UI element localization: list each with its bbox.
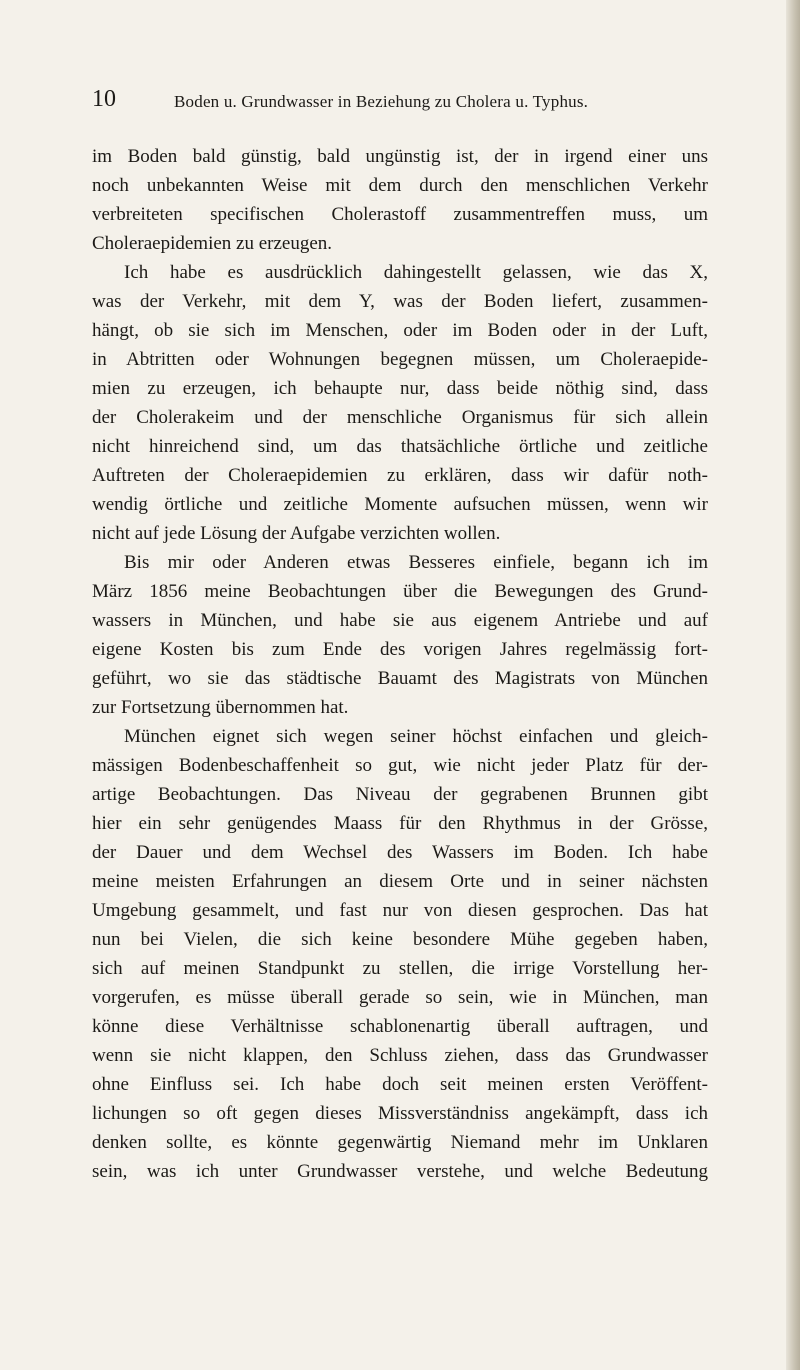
text-line: nicht hinreichend sind, um das thatsächliche örtliche und zeitliche bbox=[92, 436, 708, 457]
text-line: nicht auf jede Lösung der Aufgabe verzichten wollen. bbox=[92, 523, 501, 544]
text-line: könne diese Verhältnisse schablonenartig überall auftragen, und bbox=[92, 1016, 708, 1037]
text-line: März 1856 meine Beobachtungen über die Bewegungen des Grund- bbox=[92, 581, 708, 602]
text-line: artige Beobachtungen. Das Niveau der gegrabenen Brunnen gibt bbox=[92, 784, 708, 805]
text-line: meine meisten Erfahrungen an diesem Orte und in seiner nächsten bbox=[92, 871, 708, 892]
text-line: München eignet sich wegen seiner höchst einfachen und gleich- bbox=[124, 726, 708, 747]
text-line: verbreiteten specifischen Cholerastoff zusammentreffen muss, um bbox=[92, 204, 708, 225]
text-line: eigene Kosten bis zum Ende des vorigen Jahres regelmässig fort- bbox=[92, 639, 708, 660]
text-line: nun bei Vielen, die sich keine besondere Mühe gegeben haben, bbox=[92, 929, 708, 950]
text-line: mien zu erzeugen, ich behaupte nur, dass beide nöthig sind, dass bbox=[92, 378, 708, 399]
text-line: vorgerufen, es müsse überall gerade so sein, wie in München, man bbox=[92, 987, 708, 1008]
text-line: noch unbekannten Weise mit dem durch den menschlichen Verkehr bbox=[92, 175, 708, 196]
text-line: sich auf meinen Standpunkt zu stellen, die irrige Vorstellung her- bbox=[92, 958, 708, 979]
text-line: hängt, ob sie sich im Menschen, oder im Boden oder in der Luft, bbox=[92, 320, 708, 341]
text-line: geführt, wo sie das städtische Bauamt des Magistrats von München bbox=[92, 668, 708, 689]
text-line: wassers in München, und habe sie aus eigenem Antriebe und auf bbox=[92, 610, 708, 631]
text-line: Ich habe es ausdrücklich dahingestellt gelassen, wie das X, bbox=[124, 262, 708, 283]
text-line: wendig örtliche und zeitliche Momente aufsuchen müssen, wenn wir bbox=[92, 494, 708, 515]
page-edge bbox=[786, 0, 800, 1370]
text-line: sein, was ich unter Grundwasser verstehe, und welche Bedeutung bbox=[92, 1161, 708, 1182]
text-line: was der Verkehr, mit dem Y, was der Boden liefert, zusammen- bbox=[92, 291, 708, 312]
text-line: denken sollte, es könnte gegenwärtig Niemand mehr im Unklaren bbox=[92, 1132, 708, 1153]
text-line: Umgebung gesammelt, und fast nur von diesen gesprochen. Das hat bbox=[92, 900, 708, 921]
text-line: der Dauer und dem Wechsel des Wassers im Boden. Ich habe bbox=[92, 842, 708, 863]
text-line: ohne Einfluss sei. Ich habe doch seit meinen ersten Veröffent- bbox=[92, 1074, 708, 1095]
text-line: in Abtritten oder Wohnungen begegnen müssen, um Choleraepide- bbox=[92, 349, 708, 370]
body-text bbox=[92, 142, 708, 1186]
text-line: hier ein sehr genügendes Maass für den Rhythmus in der Grösse, bbox=[92, 813, 708, 834]
running-head: Boden u. Grundwasser in Beziehung zu Cholera u. Typhus. bbox=[174, 92, 589, 111]
text-line: wenn sie nicht klappen, den Schluss ziehen, dass das Grundwasser bbox=[92, 1045, 708, 1066]
text-line: zur Fortsetzung übernommen hat. bbox=[92, 697, 349, 718]
text-line: Choleraepidemien zu erzeugen. bbox=[92, 233, 333, 254]
page-header bbox=[92, 86, 712, 116]
text-line: Bis mir oder Anderen etwas Besseres einfiele, begann ich im bbox=[124, 552, 708, 573]
text-line: der Cholerakeim und der menschliche Organismus für sich allein bbox=[92, 407, 708, 428]
page-number: 10 bbox=[92, 86, 116, 112]
text-line: im Boden bald günstig, bald ungünstig ist, der in irgend einer uns bbox=[92, 146, 708, 167]
text-line: lichungen so oft gegen dieses Missverständniss angekämpft, dass ich bbox=[92, 1103, 708, 1124]
text-line: mässigen Bodenbeschaffenheit so gut, wie nicht jeder Platz für der- bbox=[92, 755, 708, 776]
text-line: Auftreten der Choleraepidemien zu erklären, dass wir dafür noth- bbox=[92, 465, 708, 486]
